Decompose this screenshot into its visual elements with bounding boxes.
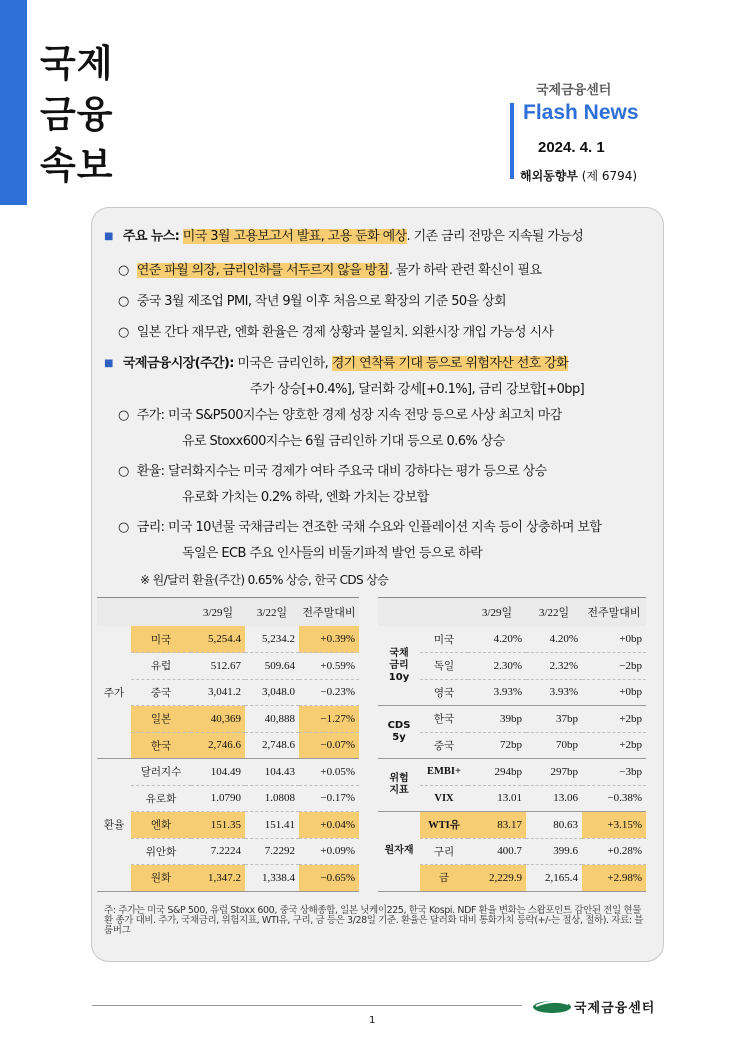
value-change: +2.98% bbox=[582, 865, 646, 892]
table-row bbox=[378, 759, 646, 786]
table-row bbox=[97, 679, 359, 706]
row-name: EMBI+ bbox=[420, 759, 468, 786]
circle-bullet-icon: ○ bbox=[118, 464, 129, 479]
value-change: −0.65% bbox=[299, 865, 359, 892]
group-label: 원자재 bbox=[378, 812, 420, 892]
footnote: 주: 주가는 미국 S&P 500, 유럽 Stoxx 600, 중국 상해종합, 일본 닛케이225, 한국 Kospi. NDF 환율 변화는 스왑포인트 감안된 전일 현물환 종가 대비. 주가, 국채금리, 위험지표, WTI유, 구리, 금 등은 3/28일 기준. 환율은 달러화 대비 통화가치 등락(+/-는 절상, 절하). 자료: 블룸버그 bbox=[104, 905, 644, 936]
row-name: 일본 bbox=[131, 706, 191, 733]
group-label: 위험 지표 bbox=[378, 759, 420, 812]
value-change: +0.04% bbox=[299, 812, 359, 839]
square-bullet-icon: ■ bbox=[104, 358, 113, 369]
value-current: 1,347.2 bbox=[191, 865, 245, 892]
news-bullet-2-text: 중국 3월 제조업 PMI, 작년 9월 이후 처음으로 확장의 기준 50을 상회 bbox=[136, 294, 506, 309]
row-name: VIX bbox=[420, 785, 468, 812]
title-line-2: 금융 bbox=[40, 93, 114, 136]
fx-label: 환율: bbox=[136, 464, 165, 479]
value-current: 151.35 bbox=[191, 812, 245, 839]
stock-text: 미국 S&P500지수는 양호한 경제 성장 지속 전망 등으로 사상 최고치 마감 bbox=[168, 408, 562, 423]
fx-row bbox=[118, 460, 547, 479]
department-name: 해외동향부 bbox=[520, 169, 578, 183]
row-name: 유로화 bbox=[131, 785, 191, 812]
value-previous: 70bp bbox=[526, 732, 582, 759]
value-change: −0.38% bbox=[582, 785, 646, 812]
value-current: 512.67 bbox=[191, 653, 245, 680]
row-name: 한국 bbox=[131, 732, 191, 759]
news-bullet-2 bbox=[118, 290, 506, 309]
value-change: −1.27% bbox=[299, 706, 359, 733]
value-previous: 1,338.4 bbox=[245, 865, 299, 892]
row-name: 미국 bbox=[420, 626, 468, 653]
right-market-table bbox=[378, 598, 646, 892]
main-news-text: . 기존 금리 전망은 지속될 가능성 bbox=[406, 229, 584, 244]
value-current: 104.49 bbox=[191, 759, 245, 786]
group-label: CDS 5y bbox=[378, 706, 420, 759]
value-change: +0bp bbox=[582, 679, 646, 706]
page-number: 1 bbox=[369, 1015, 376, 1026]
value-previous: 2.32% bbox=[526, 653, 582, 680]
stock-row bbox=[118, 404, 562, 423]
table-header-cell: 3/22일 bbox=[245, 598, 299, 626]
rate-label: 금리: bbox=[136, 520, 165, 535]
value-change: −2bp bbox=[582, 653, 646, 680]
department bbox=[520, 167, 637, 184]
value-current: 83.17 bbox=[468, 812, 526, 839]
row-name: 중국 bbox=[420, 732, 468, 759]
news-bullet-3 bbox=[118, 321, 553, 340]
value-previous: 37bp bbox=[526, 706, 582, 733]
fx-text: 달러화지수는 미국 경제가 여타 주요국 대비 강하다는 평가 등으로 상승 bbox=[168, 464, 547, 479]
value-previous: 3.93% bbox=[526, 679, 582, 706]
value-change: +0.09% bbox=[299, 838, 359, 865]
value-previous: 13.06 bbox=[526, 785, 582, 812]
value-change: +0.39% bbox=[299, 626, 359, 653]
title-line-1: 국제 bbox=[40, 42, 114, 85]
circle-bullet-icon: ○ bbox=[118, 294, 129, 309]
value-previous: 4.20% bbox=[526, 626, 582, 653]
rate-sub: 독일은 ECB 주요 인사들의 비둘기파적 발언 등으로 하락 bbox=[182, 546, 483, 561]
stock-label: 주가: bbox=[136, 408, 165, 423]
rate-text: 미국 10년물 국채금리는 견조한 국채 수요와 인플레이션 지속 등이 상충하며 보합 bbox=[168, 520, 602, 535]
value-previous: 5,234.2 bbox=[245, 626, 299, 653]
value-previous: 297bp bbox=[526, 759, 582, 786]
row-name: 미국 bbox=[131, 626, 191, 653]
kcif-logo-icon bbox=[532, 998, 572, 1014]
main-news-row bbox=[104, 225, 583, 244]
table-row bbox=[378, 706, 646, 733]
row-name: 중국 bbox=[131, 679, 191, 706]
table-header-cell: 전주말대비 bbox=[299, 598, 359, 626]
row-name: WTI유 bbox=[420, 812, 468, 839]
table-header-cell: 3/22일 bbox=[526, 598, 582, 626]
market-highlight: 경기 연착륙 기대 등으로 위험자산 선호 강화 bbox=[331, 356, 569, 371]
news-bullet-1-highlight: 연준 파월 의장, 금리인하를 서두르지 않을 방침 bbox=[136, 263, 389, 278]
footer-org-name: 국제금융센터 bbox=[574, 1001, 656, 1016]
value-previous: 104.43 bbox=[245, 759, 299, 786]
row-name: 위안화 bbox=[131, 838, 191, 865]
value-change: −0.23% bbox=[299, 679, 359, 706]
value-change: −0.07% bbox=[299, 732, 359, 759]
table-header-cell bbox=[378, 598, 420, 626]
table-row bbox=[378, 626, 646, 653]
center-name: 국제금융센터 bbox=[536, 83, 612, 98]
value-change: +0bp bbox=[582, 626, 646, 653]
news-bullet-3-text: 일본 간다 재무관, 엔화 환율은 경제 상황과 불일치. 외환시장 개입 가능성 시사 bbox=[136, 325, 554, 340]
value-current: 2,229.9 bbox=[468, 865, 526, 892]
value-previous: 40,888 bbox=[245, 706, 299, 733]
group-label: 주가 bbox=[97, 626, 131, 759]
value-current: 400.7 bbox=[468, 838, 526, 865]
table-header-cell: 전주말대비 bbox=[582, 598, 646, 626]
table-row bbox=[378, 812, 646, 839]
group-label: 국채 금리 10y bbox=[378, 626, 420, 706]
footer-rule bbox=[92, 1005, 522, 1006]
table-row bbox=[97, 626, 359, 653]
value-current: 3,041.2 bbox=[191, 679, 245, 706]
market-pre: 미국은 금리인하, bbox=[237, 356, 329, 371]
flash-accent-bar bbox=[510, 103, 514, 179]
value-current: 5,254.4 bbox=[191, 626, 245, 653]
row-name: 유럽 bbox=[131, 653, 191, 680]
table-header-row bbox=[378, 598, 646, 626]
value-current: 1.0790 bbox=[191, 785, 245, 812]
value-change: +2bp bbox=[582, 732, 646, 759]
value-change: +0.59% bbox=[299, 653, 359, 680]
value-previous: 80.63 bbox=[526, 812, 582, 839]
row-name: 달러지수 bbox=[131, 759, 191, 786]
circle-bullet-icon: ○ bbox=[118, 263, 129, 278]
market-sub: 주가 상승[+0.4%], 달러화 강세[+0.1%], 금리 강보합[+0bp] bbox=[250, 382, 585, 397]
value-current: 39bp bbox=[468, 706, 526, 733]
value-current: 72bp bbox=[468, 732, 526, 759]
square-bullet-icon: ■ bbox=[104, 231, 113, 242]
value-current: 3.93% bbox=[468, 679, 526, 706]
value-previous: 2,748.6 bbox=[245, 732, 299, 759]
row-name: 원화 bbox=[131, 865, 191, 892]
value-change: +3.15% bbox=[582, 812, 646, 839]
table-header-cell: 3/29일 bbox=[191, 598, 245, 626]
value-current: 4.20% bbox=[468, 626, 526, 653]
value-current: 40,369 bbox=[191, 706, 245, 733]
left-market-table bbox=[97, 598, 359, 892]
table-header-cell: 3/29일 bbox=[468, 598, 526, 626]
row-name: 엔화 bbox=[131, 812, 191, 839]
value-current: 13.01 bbox=[468, 785, 526, 812]
value-change: −0.17% bbox=[299, 785, 359, 812]
main-news-highlight: 미국 3월 고용보고서 발표, 고용 둔화 예상 bbox=[182, 229, 407, 244]
table-header-row bbox=[97, 598, 359, 626]
market-row bbox=[104, 352, 568, 371]
value-previous: 7.2292 bbox=[245, 838, 299, 865]
row-name: 영국 bbox=[420, 679, 468, 706]
row-name: 독일 bbox=[420, 653, 468, 680]
circle-bullet-icon: ○ bbox=[118, 408, 129, 423]
value-previous: 1.0808 bbox=[245, 785, 299, 812]
table-row bbox=[97, 785, 359, 812]
table-row bbox=[97, 865, 359, 892]
rate-row bbox=[118, 516, 601, 535]
value-current: 294bp bbox=[468, 759, 526, 786]
table-row bbox=[97, 706, 359, 733]
value-change: +0.05% bbox=[299, 759, 359, 786]
issue-number: (제 6794) bbox=[581, 169, 638, 183]
stock-sub: 유로 Stoxx600지수는 6월 금리인하 기대 등으로 0.6% 상승 bbox=[182, 434, 505, 449]
value-previous: 399.6 bbox=[526, 838, 582, 865]
value-previous: 3,048.0 bbox=[245, 679, 299, 706]
group-label: 환율 bbox=[97, 759, 131, 892]
table-row bbox=[97, 838, 359, 865]
table-row bbox=[97, 812, 359, 839]
value-previous: 2,165.4 bbox=[526, 865, 582, 892]
title-line-3: 속보 bbox=[40, 144, 114, 187]
news-bullet-1-text: . 물가 하락 관련 확신이 필요 bbox=[388, 263, 542, 278]
main-news-label: 주요 뉴스: bbox=[122, 229, 180, 244]
circle-bullet-icon: ○ bbox=[118, 325, 129, 340]
value-current: 2.30% bbox=[468, 653, 526, 680]
table-row bbox=[97, 732, 359, 759]
table-header-cell bbox=[131, 598, 191, 626]
table-header-cell bbox=[97, 598, 131, 626]
market-label: 국제금융시장(주간): bbox=[122, 356, 234, 371]
table-row bbox=[97, 759, 359, 786]
table-row bbox=[97, 653, 359, 680]
row-name: 금 bbox=[420, 865, 468, 892]
value-current: 7.2224 bbox=[191, 838, 245, 865]
row-name: 구리 bbox=[420, 838, 468, 865]
circle-bullet-icon: ○ bbox=[118, 520, 129, 535]
table-header-cell bbox=[420, 598, 468, 626]
fx-sub: 유로화 가치는 0.2% 하락, 엔화 가치는 강보합 bbox=[182, 490, 429, 505]
side-accent-bar bbox=[0, 0, 27, 205]
news-bullet-1 bbox=[118, 259, 541, 278]
krw-note: ※ 원/달러 환율(주간) 0.65% 상승, 한국 CDS 상승 bbox=[140, 573, 389, 587]
value-change: +0.28% bbox=[582, 838, 646, 865]
flash-news-title: Flash News bbox=[523, 101, 639, 124]
value-change: +2bp bbox=[582, 706, 646, 733]
report-date: 2024. 4. 1 bbox=[538, 139, 605, 156]
value-previous: 509.64 bbox=[245, 653, 299, 680]
value-current: 2,746.6 bbox=[191, 732, 245, 759]
value-previous: 151.41 bbox=[245, 812, 299, 839]
row-name: 한국 bbox=[420, 706, 468, 733]
report-title bbox=[40, 38, 113, 191]
value-change: −3bp bbox=[582, 759, 646, 786]
